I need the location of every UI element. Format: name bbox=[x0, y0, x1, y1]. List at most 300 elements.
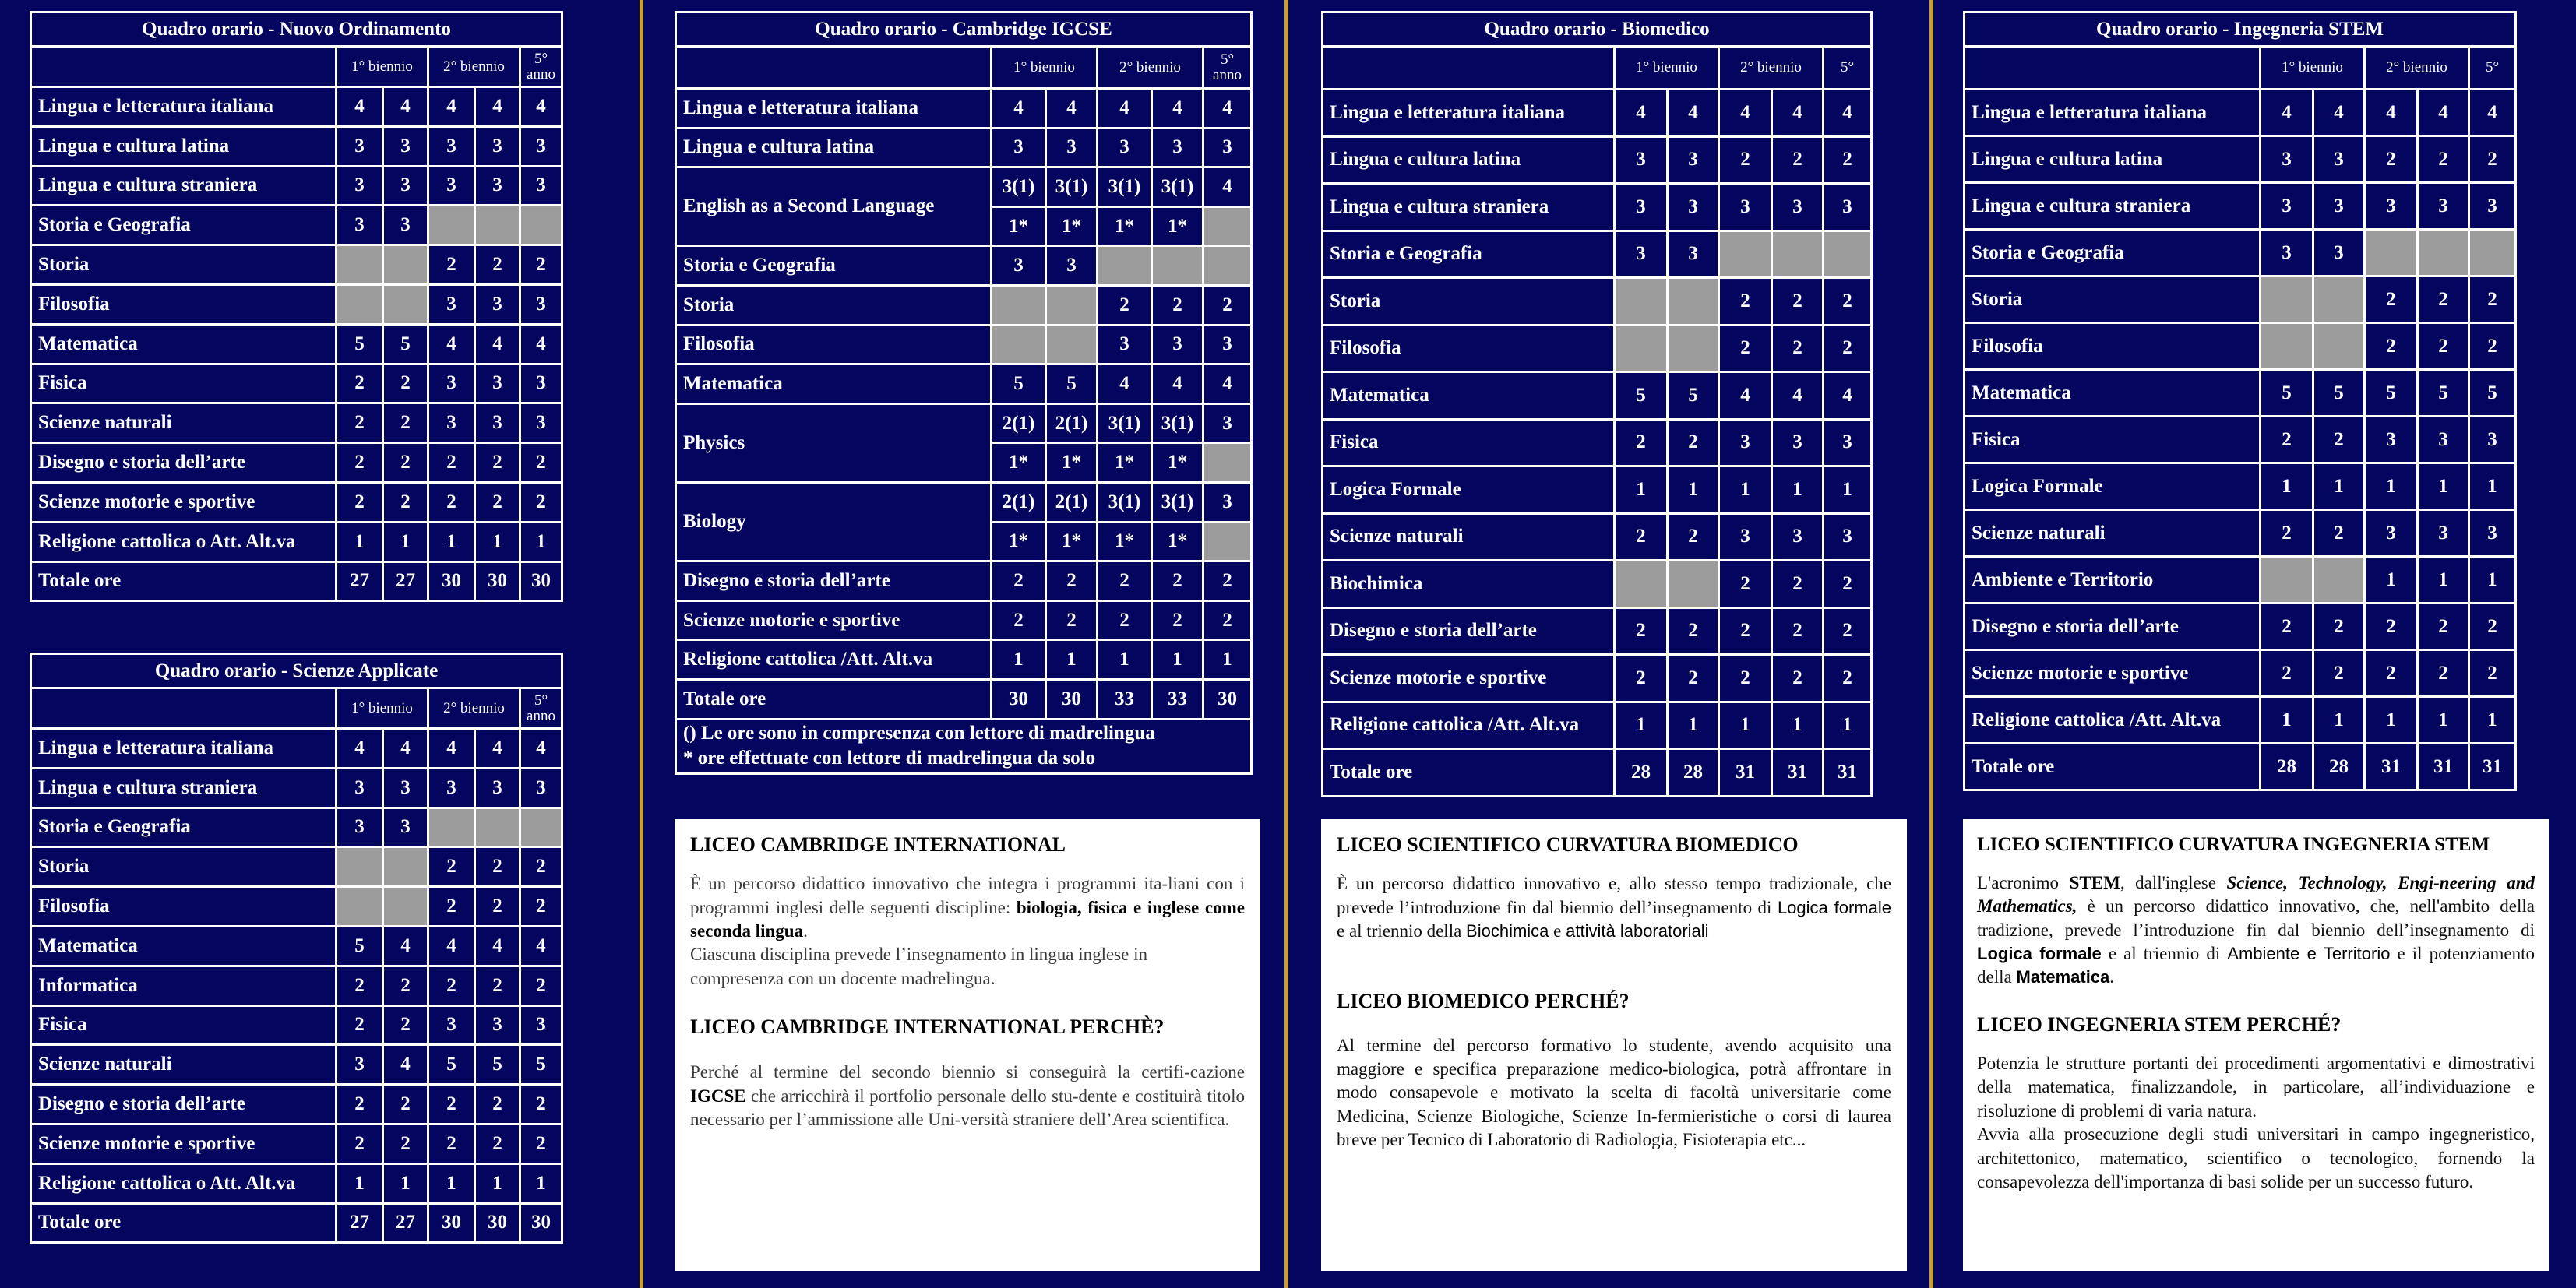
header-fifth-year bbox=[2469, 47, 2516, 90]
cambridge-why-text bbox=[690, 1061, 1245, 1131]
hours-cell: 4 bbox=[1203, 167, 1252, 207]
hours-cell-native bbox=[1203, 522, 1252, 561]
subject-name: Lingua e cultura straniera bbox=[1323, 184, 1615, 231]
hours-cell: 4 bbox=[475, 729, 520, 769]
hours-cell: 1 bbox=[428, 522, 475, 561]
hours-cell: 1 bbox=[1203, 640, 1252, 680]
hours-cell: 3 bbox=[428, 768, 475, 808]
hours-cell: 1 bbox=[337, 522, 383, 561]
table-row bbox=[676, 403, 1252, 443]
table-row bbox=[31, 284, 562, 324]
hours-cell: 2 bbox=[1824, 278, 1872, 326]
hours-cell: 30 bbox=[520, 561, 562, 601]
subject-name: Scienze motorie e sportive bbox=[1965, 650, 2261, 697]
hours-cell bbox=[337, 245, 383, 285]
subject-name: Storia e Geografia bbox=[31, 206, 337, 245]
table-row bbox=[1323, 655, 1872, 702]
subject-name: English as a Second Language bbox=[676, 167, 992, 246]
table-row bbox=[1965, 370, 2516, 417]
biomedico-intro bbox=[1337, 872, 1891, 943]
hours-cell: 2 bbox=[2313, 604, 2365, 650]
hours-cell: 3 bbox=[1772, 184, 1824, 231]
header-fifth-year bbox=[520, 47, 562, 87]
table-row bbox=[31, 1045, 562, 1085]
hours-cell-native: 1* bbox=[1046, 443, 1098, 483]
subject-name: Physics bbox=[676, 403, 992, 482]
hours-cell: 3 bbox=[475, 166, 520, 206]
hours-cell-native: 1* bbox=[992, 206, 1046, 246]
hours-cell: 30 bbox=[475, 561, 520, 601]
hours-cell: 1 bbox=[1824, 702, 1872, 749]
subject-name: Totale ore bbox=[676, 679, 992, 719]
header-blank bbox=[1323, 47, 1615, 90]
hours-cell: 3 bbox=[2418, 510, 2469, 557]
hours-cell: 2 bbox=[337, 443, 383, 483]
hours-cell: 3 bbox=[2365, 417, 2418, 463]
hours-cell: 2 bbox=[337, 966, 383, 1005]
hours-cell-native: 1* bbox=[992, 522, 1046, 561]
hours-cell: 27 bbox=[383, 561, 428, 601]
subject-name: Storia e Geografia bbox=[1965, 230, 2261, 276]
hours-cell: 31 bbox=[1824, 749, 1872, 797]
hours-cell: 30 bbox=[475, 1203, 520, 1243]
hours-cell: 3 bbox=[520, 364, 562, 403]
hours-cell: 2 bbox=[1772, 325, 1824, 372]
subject-name: Scienze motorie e sportive bbox=[676, 600, 992, 640]
hours-cell: 3 bbox=[1615, 231, 1668, 278]
hours-cell: 31 bbox=[1772, 749, 1824, 797]
header-row bbox=[1323, 47, 1872, 90]
hours-cell: 2 bbox=[475, 887, 520, 927]
hours-cell: 5 bbox=[2313, 370, 2365, 417]
hours-cell: 5 bbox=[520, 1045, 562, 1085]
hours-cell: 2 bbox=[1615, 513, 1668, 561]
subject-name: Fisica bbox=[31, 364, 337, 403]
hours-cell: 3 bbox=[383, 768, 428, 808]
hours-cell: 2 bbox=[475, 443, 520, 483]
hours-cell: 2 bbox=[428, 847, 475, 887]
hours-cell: 3(1) bbox=[1152, 482, 1203, 522]
hours-cell bbox=[1046, 325, 1098, 364]
hours-cell: 3(1) bbox=[1098, 482, 1152, 522]
subject-name: Scienze naturali bbox=[1965, 510, 2261, 557]
table-row bbox=[1965, 510, 2516, 557]
hours-cell: 2 bbox=[2365, 276, 2418, 323]
hours-cell: 4 bbox=[1719, 372, 1772, 420]
title-row bbox=[676, 12, 1252, 47]
table-row bbox=[31, 364, 562, 403]
table-row bbox=[31, 887, 562, 927]
subject-name: Filosofia bbox=[676, 325, 992, 364]
hours-cell: 2 bbox=[337, 1005, 383, 1045]
hours-cell: 2 bbox=[1719, 136, 1772, 184]
hours-cell: 2 bbox=[2469, 604, 2516, 650]
header-fifth-year bbox=[520, 688, 562, 729]
table-row bbox=[31, 1163, 562, 1203]
table-row bbox=[31, 522, 562, 561]
hours-cell: 2 bbox=[2469, 323, 2516, 370]
hours-cell: 2 bbox=[520, 443, 562, 483]
text-span: è un percorso didattico innovativo, che, nell'ambito della tradizione, prevede l’introduzione fin dal biennio dell’insegnamento di bbox=[1977, 896, 2535, 940]
hours-cell: 2 bbox=[520, 1124, 562, 1163]
subject-name: Religione cattolica /Att. Alt.va bbox=[1323, 702, 1615, 749]
table-row bbox=[31, 1005, 562, 1045]
hours-cell: 2 bbox=[2313, 650, 2365, 697]
hours-cell bbox=[1152, 246, 1203, 286]
hours-cell: 1 bbox=[2469, 557, 2516, 604]
hours-cell bbox=[1046, 285, 1098, 325]
hours-cell: 2 bbox=[337, 403, 383, 443]
hours-cell: 3 bbox=[1152, 325, 1203, 364]
hours-cell: 2 bbox=[2261, 510, 2313, 557]
hours-cell: 2 bbox=[383, 403, 428, 443]
table-row bbox=[31, 166, 562, 206]
hours-cell-native bbox=[1203, 206, 1252, 246]
hours-cell: 1 bbox=[1719, 466, 1772, 514]
hours-cell: 2 bbox=[337, 364, 383, 403]
hours-cell: 2 bbox=[2418, 323, 2469, 370]
table-row bbox=[1965, 136, 2516, 183]
hours-cell: 2 bbox=[383, 1085, 428, 1124]
hours-cell: 3 bbox=[1615, 136, 1668, 184]
header-first-biennium: 1° biennio bbox=[337, 47, 428, 87]
subject-name: Scienze naturali bbox=[1323, 513, 1615, 561]
hours-cell bbox=[1772, 231, 1824, 278]
subject-name: Scienze naturali bbox=[31, 403, 337, 443]
hours-cell: 3 bbox=[475, 126, 520, 166]
hours-cell: 1 bbox=[337, 1163, 383, 1203]
subject-name: Disegno e storia dell’arte bbox=[1965, 604, 2261, 650]
hours-cell bbox=[1668, 278, 1719, 326]
text-span: e al triennio della bbox=[1337, 921, 1467, 941]
hours-cell-native: 1* bbox=[1152, 522, 1203, 561]
hours-cell bbox=[2261, 557, 2313, 604]
subject-name: Storia e Geografia bbox=[31, 808, 337, 847]
hours-cell bbox=[2261, 323, 2313, 370]
hours-cell: 4 bbox=[383, 926, 428, 966]
hours-cell: 1 bbox=[1668, 466, 1719, 514]
header-fifth-label: 5° bbox=[534, 50, 548, 67]
hours-cell: 4 bbox=[2469, 90, 2516, 136]
subject-name: Biology bbox=[676, 482, 992, 561]
hours-cell-native: 1* bbox=[1098, 206, 1152, 246]
hours-cell: 30 bbox=[992, 679, 1046, 719]
hours-cell: 3 bbox=[383, 166, 428, 206]
hours-cell: 2 bbox=[428, 1085, 475, 1124]
hours-cell: 2 bbox=[383, 482, 428, 522]
hours-cell: 2 bbox=[1668, 607, 1719, 655]
hours-cell: 4 bbox=[1098, 89, 1152, 128]
header-second-biennium: 2° biennio bbox=[2365, 47, 2469, 90]
subject-name: Disegno e storia dell’arte bbox=[31, 443, 337, 483]
hours-cell: 4 bbox=[1098, 364, 1152, 404]
hours-cell: 1 bbox=[2365, 463, 2418, 510]
hours-cell: 2 bbox=[2418, 604, 2469, 650]
subject-name: Lingua e cultura straniera bbox=[1965, 183, 2261, 230]
subject-name: Storia bbox=[31, 847, 337, 887]
hours-cell: 1 bbox=[383, 1163, 428, 1203]
hours-cell: 5 bbox=[475, 1045, 520, 1085]
table-row bbox=[1965, 90, 2516, 136]
subject-name: Biochimica bbox=[1323, 561, 1615, 608]
hours-cell: 5 bbox=[1046, 364, 1098, 404]
hours-cell bbox=[1615, 278, 1668, 326]
subject-name: Fisica bbox=[1323, 419, 1615, 466]
hours-cell: 3 bbox=[383, 206, 428, 245]
header-year-label: anno bbox=[527, 65, 555, 83]
hours-cell: 1 bbox=[2313, 697, 2365, 744]
hours-cell: 2 bbox=[475, 847, 520, 887]
table-biomedico bbox=[1321, 11, 1873, 797]
hours-cell bbox=[992, 325, 1046, 364]
table-row bbox=[676, 600, 1252, 640]
hours-cell bbox=[2313, 276, 2365, 323]
hours-cell-native: 1* bbox=[1046, 206, 1098, 246]
hours-cell: 1 bbox=[2365, 697, 2418, 744]
hours-cell: 4 bbox=[2418, 90, 2469, 136]
table-row bbox=[676, 679, 1252, 719]
hours-cell: 2 bbox=[1772, 136, 1824, 184]
subject-name: Lingua e letteratura italiana bbox=[31, 729, 337, 769]
header-year-label: anno bbox=[1213, 66, 1242, 83]
hours-cell: 1 bbox=[1615, 466, 1668, 514]
table-row bbox=[1323, 136, 1872, 184]
table-row bbox=[1323, 419, 1872, 466]
hours-cell: 1 bbox=[1772, 702, 1824, 749]
hours-cell: 28 bbox=[1615, 749, 1668, 797]
header-blank bbox=[1965, 47, 2261, 90]
subject-name: Filosofia bbox=[1323, 325, 1615, 372]
header-row bbox=[31, 688, 562, 729]
subject-name: Scienze motorie e sportive bbox=[1323, 655, 1615, 702]
hours-cell: 2 bbox=[383, 443, 428, 483]
hours-cell: 3 bbox=[2261, 230, 2313, 276]
text-span-keyword: Logica formale bbox=[1977, 944, 2102, 964]
text-span: È un percorso didattico innovativo e, allo stesso tempo tradizionale, che prevede l’introduzione fin dal biennio dell’insegnamento di bbox=[1337, 874, 1891, 917]
hours-cell: 4 bbox=[1152, 364, 1203, 404]
subject-name: Lingua e cultura latina bbox=[676, 128, 992, 167]
subject-name: Totale ore bbox=[1323, 749, 1615, 797]
hours-cell: 33 bbox=[1152, 679, 1203, 719]
subject-name: Disegno e storia dell’arte bbox=[1323, 607, 1615, 655]
hours-cell bbox=[2313, 557, 2365, 604]
hours-cell: 2 bbox=[383, 1005, 428, 1045]
subject-name: Religione cattolica o Att. Alt.va bbox=[31, 522, 337, 561]
table-row bbox=[1965, 463, 2516, 510]
subject-name: Scienze motorie e sportive bbox=[31, 1124, 337, 1163]
hours-cell: 2 bbox=[1152, 600, 1203, 640]
hours-cell: 4 bbox=[1152, 89, 1203, 128]
hours-cell: 3 bbox=[1203, 403, 1252, 443]
hours-cell: 1 bbox=[2418, 557, 2469, 604]
hours-cell: 2 bbox=[2313, 417, 2365, 463]
text-span: È un percorso didattico innovativo che integra i programmi ita-liani con i programmi inglesi delle seguenti discipline: bbox=[690, 874, 1245, 917]
hours-cell: 30 bbox=[520, 1203, 562, 1243]
hours-cell: 3 bbox=[2418, 183, 2469, 230]
hours-cell: 2 bbox=[2261, 417, 2313, 463]
hours-cell: 27 bbox=[383, 1203, 428, 1243]
hours-cell bbox=[1615, 325, 1668, 372]
hours-cell: 2(1) bbox=[1046, 482, 1098, 522]
hours-cell: 3 bbox=[2469, 417, 2516, 463]
hours-cell: 3 bbox=[475, 403, 520, 443]
subject-name: Ambiente e Territorio bbox=[1965, 557, 2261, 604]
text-span: e al triennio di bbox=[2101, 944, 2228, 964]
hours-cell: 2 bbox=[520, 245, 562, 285]
hours-cell: 2(1) bbox=[1046, 403, 1098, 443]
table-row bbox=[1323, 278, 1872, 326]
table-title: Quadro orario - Nuovo Ordinamento bbox=[31, 12, 562, 47]
subject-name: Filosofia bbox=[1965, 323, 2261, 370]
hours-cell: 3 bbox=[337, 126, 383, 166]
subject-name: Scienze naturali bbox=[31, 1045, 337, 1085]
hours-cell: 4 bbox=[428, 926, 475, 966]
hours-cell: 3(1) bbox=[1152, 403, 1203, 443]
gold-divider-1 bbox=[640, 0, 643, 1288]
table-notes bbox=[676, 719, 1252, 773]
hours-cell: 2 bbox=[1046, 600, 1098, 640]
hours-cell bbox=[475, 808, 520, 847]
table-row bbox=[676, 561, 1252, 601]
header-blank bbox=[31, 688, 337, 729]
table-row bbox=[31, 324, 562, 364]
header-fifth-label: 5° bbox=[1840, 59, 1855, 76]
hours-cell: 4 bbox=[383, 87, 428, 127]
table-row bbox=[31, 403, 562, 443]
hours-cell: 2 bbox=[2261, 604, 2313, 650]
subject-name: Storia bbox=[1323, 278, 1615, 326]
header-first-biennium: 1° biennio bbox=[337, 688, 428, 729]
text-span: e bbox=[1549, 921, 1566, 941]
table-row bbox=[31, 1203, 562, 1243]
hours-cell-native: 1* bbox=[1152, 443, 1203, 483]
stem-heading: LICEO SCIENTIFICO CURVATURA INGEGNERIA STEM bbox=[1977, 834, 2490, 855]
header-second-biennium: 2° biennio bbox=[1098, 47, 1203, 89]
biomedico-heading: LICEO SCIENTIFICO CURVATURA BIOMEDICO bbox=[1337, 833, 1799, 856]
hours-cell: 31 bbox=[2418, 744, 2469, 790]
hours-cell: 3 bbox=[1098, 325, 1152, 364]
header-first-biennium: 1° biennio bbox=[1615, 47, 1719, 90]
hours-cell: 2 bbox=[992, 600, 1046, 640]
hours-cell: 2 bbox=[2469, 276, 2516, 323]
text-span: L'acronimo bbox=[1977, 873, 2070, 892]
hours-cell bbox=[428, 206, 475, 245]
hours-cell: 4 bbox=[520, 324, 562, 364]
hours-cell: 5 bbox=[1668, 372, 1719, 420]
table-row bbox=[1323, 231, 1872, 278]
hours-cell: 31 bbox=[1719, 749, 1772, 797]
hours-cell-native bbox=[1203, 443, 1252, 483]
header-fifth-label: 5° bbox=[534, 692, 548, 709]
hours-cell: 3 bbox=[475, 284, 520, 324]
hours-cell: 2 bbox=[520, 1085, 562, 1124]
header-row bbox=[31, 47, 562, 87]
hours-cell: 2 bbox=[1824, 561, 1872, 608]
hours-cell: 2 bbox=[1098, 600, 1152, 640]
cambridge-intro bbox=[690, 872, 1245, 943]
stem-description bbox=[1963, 819, 2549, 1271]
table-title: Quadro orario - Biomedico bbox=[1323, 12, 1872, 47]
hours-cell bbox=[992, 285, 1046, 325]
table-row bbox=[1965, 604, 2516, 650]
hours-cell: 2 bbox=[2418, 650, 2469, 697]
subject-name: Lingua e letteratura italiana bbox=[1323, 90, 1615, 137]
subject-name: Lingua e cultura latina bbox=[31, 126, 337, 166]
text-span-keyword: Biochimica bbox=[1466, 921, 1549, 941]
hours-cell: 1 bbox=[2418, 463, 2469, 510]
table-row bbox=[31, 1085, 562, 1124]
hours-cell: 31 bbox=[2365, 744, 2418, 790]
stem-why-heading: LICEO INGEGNERIA STEM PERCHÉ? bbox=[1977, 1012, 2342, 1036]
subject-name: Filosofia bbox=[31, 284, 337, 324]
hours-cell bbox=[1203, 246, 1252, 286]
hours-cell: 30 bbox=[428, 1203, 475, 1243]
table-row bbox=[1965, 417, 2516, 463]
hours-cell-native: 1* bbox=[1152, 206, 1203, 246]
hours-cell: 1 bbox=[1046, 640, 1098, 680]
hours-cell: 28 bbox=[2313, 744, 2365, 790]
hours-cell: 2 bbox=[1772, 561, 1824, 608]
hours-cell: 3 bbox=[1098, 128, 1152, 167]
hours-cell: 3 bbox=[1824, 419, 1872, 466]
hours-cell: 3 bbox=[1772, 419, 1824, 466]
hours-cell: 3 bbox=[2313, 230, 2365, 276]
hours-cell: 30 bbox=[428, 561, 475, 601]
hours-cell: 2 bbox=[1719, 325, 1772, 372]
hours-cell: 3 bbox=[992, 246, 1046, 286]
subject-name: Storia bbox=[1965, 276, 2261, 323]
hours-cell: 2(1) bbox=[992, 403, 1046, 443]
hours-cell: 3 bbox=[520, 166, 562, 206]
table-row bbox=[676, 640, 1252, 680]
table-row bbox=[1323, 561, 1872, 608]
subject-name: Matematica bbox=[31, 926, 337, 966]
hours-cell: 2 bbox=[383, 966, 428, 1005]
subject-name: Lingua e letteratura italiana bbox=[1965, 90, 2261, 136]
hours-cell: 1 bbox=[2261, 697, 2313, 744]
hours-cell: 2 bbox=[428, 1124, 475, 1163]
hours-cell: 5 bbox=[383, 324, 428, 364]
hours-cell: 2(1) bbox=[992, 482, 1046, 522]
hours-cell: 3 bbox=[2261, 183, 2313, 230]
hours-cell: 5 bbox=[2365, 370, 2418, 417]
table-row bbox=[676, 285, 1252, 325]
hours-cell: 5 bbox=[1615, 372, 1668, 420]
hours-cell: 3 bbox=[337, 768, 383, 808]
hours-cell: 2 bbox=[428, 966, 475, 1005]
hours-cell: 5 bbox=[428, 1045, 475, 1085]
hours-cell: 3 bbox=[428, 364, 475, 403]
table-row bbox=[31, 1124, 562, 1163]
hours-cell: 1 bbox=[475, 1163, 520, 1203]
table-nuovo-ordinamento bbox=[30, 11, 563, 602]
hours-cell: 4 bbox=[1824, 90, 1872, 137]
hours-cell: 2 bbox=[1615, 419, 1668, 466]
hours-cell bbox=[1615, 561, 1668, 608]
gold-divider-2 bbox=[1284, 0, 1288, 1288]
table-row bbox=[31, 561, 562, 601]
timetable bbox=[30, 653, 563, 1244]
hours-cell: 4 bbox=[1668, 90, 1719, 137]
hours-cell: 3 bbox=[428, 284, 475, 324]
subject-name: Disegno e storia dell’arte bbox=[31, 1085, 337, 1124]
subject-name: Storia bbox=[676, 285, 992, 325]
hours-cell: 3 bbox=[1668, 231, 1719, 278]
header-row bbox=[1965, 47, 2516, 90]
table-row bbox=[1323, 702, 1872, 749]
hours-cell bbox=[337, 847, 383, 887]
table-row bbox=[1323, 749, 1872, 797]
